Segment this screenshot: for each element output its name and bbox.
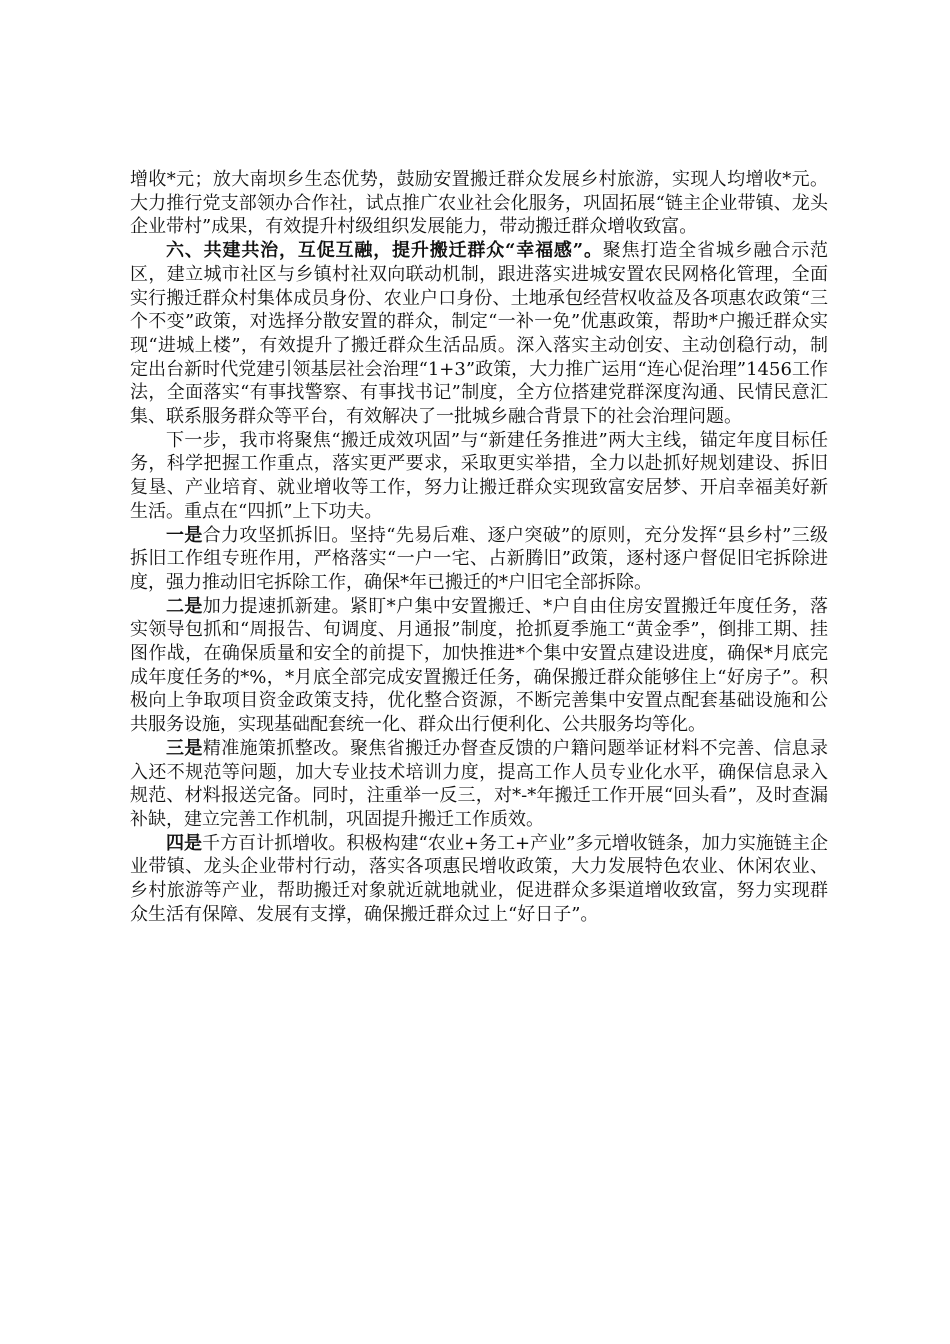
point-lead: 二是	[166, 595, 203, 617]
paragraph-section-six	[130, 239, 828, 429]
paragraph-next-steps	[130, 429, 828, 524]
paragraph-text: 下一步，我市将聚焦“搬迁成效巩固”与“新建任务推进”两大主线，锚定年度目标任务，科学把握工作重点，落实更严要求，采取更实举措，全力以赴抓好规划建设、拆旧复垦、产业培育、就业增收等工作，努力让搬迁群众实现致富安居梦、开启幸福美好新生活。重点在“四抓”上下功夫。	[130, 429, 828, 522]
paragraph-income-continuation	[130, 168, 828, 239]
paragraph-text: 加力提速抓新建。紧盯*户集中安置搬迁、*户自由住房安置搬迁年度任务，落实领导包抓和“周报告、旬调度、月通报”制度，抢抓夏季施工“黄金季”，倒排工期、挂图作战，在确保质量和安全的前提下，加快推进*个集中安置点建设进度，确保*月底完成年度任务的*%，*月底全部完成安置搬迁任务，确保搬迁群众能够住上“好房子”。积极向上争取项目资金政策支持，优化整合资源，不断完善集中安置点配套基础设施和公共服务设施，实现基础配套统一化、群众出行便利化、公共服务均等化。	[130, 595, 828, 736]
paragraph-text: 千方百计抓增收。积极构建“农业+务工+产业”多元增收链条，加力实施链主企业带镇、龙头企业带村行动，落实各项惠民增收政策，大力发展特色农业、休闲农业、乡村旅游等产业，帮助搬迁对象就近就地就业，促进群众多渠道增收致富，努力实现群众生活有保障、发展有支撑，确保搬迁群众过上“好日子”。	[130, 832, 828, 925]
point-lead: 三是	[166, 737, 203, 759]
paragraph-point-one	[130, 524, 828, 595]
paragraph-point-two	[130, 595, 828, 737]
point-lead: 一是	[166, 524, 203, 546]
section-heading: 六、共建共治，互促互融，提升搬迁群众“幸福感”。	[166, 240, 603, 262]
paragraph-point-four	[130, 832, 828, 927]
point-lead: 四是	[166, 832, 203, 854]
paragraph-text: 增收*元；放大南坝乡生态优势，鼓励安置搬迁群众发展乡村旅游，实现人均增收*元。大力推行党支部领办合作社，试点推广农业社会化服务，巩固拓展“链主企业带镇、龙头企业带村”成果，有效提升村级组织发展能力，带动搬迁群众增收致富。	[130, 169, 828, 238]
document-page	[130, 168, 828, 927]
paragraph-point-three	[130, 737, 828, 832]
paragraph-text: 合力攻坚抓拆旧。坚持“先易后难、逐户突破”的原则，充分发挥“县乡村”三级拆旧工作组专班作用，严格落实“一户一宅、占新腾旧”政策，逐村逐户督促旧宅拆除进度，强力推动旧宅拆除工作，确保*年已搬迁的*户旧宅全部拆除。	[130, 524, 828, 593]
paragraph-text: 聚焦打造全省城乡融合示范区，建立城市社区与乡镇村社双向联动机制，跟进落实进城安置农民网格化管理，全面实行搬迁群众村集体成员身份、农业户口身份、土地承包经营权收益及各项惠农政策“三个不变”政策，对选择分散安置的群众，制定“一补一免”优惠政策，帮助*户搬迁群众实现“进城上楼”，有效提升了搬迁群众生活品质。深入落实主动创安、主动创稳行动，制定出台新时代党建引领基层社会治理“1+3”政策，大力推广运用“连心促治理”1456工作法，全面落实“有事找警察、有事找书记”制度，全方位搭建党群深度沟通、民情民意汇集、联系服务群众等平台，有效解决了一批城乡融合背景下的社会治理问题。	[130, 240, 828, 428]
paragraph-text: 精准施策抓整改。聚焦省搬迁办督查反馈的户籍问题举证材料不完善、信息录入还不规范等问题，加大专业技术培训力度，提高工作人员专业化水平，确保信息录入规范、材料报送完备。同时，注重举一反三，对*-*年搬迁工作开展“回头看”，及时查漏补缺，建立完善工作机制，巩固提升搬迁工作质效。	[130, 737, 829, 830]
